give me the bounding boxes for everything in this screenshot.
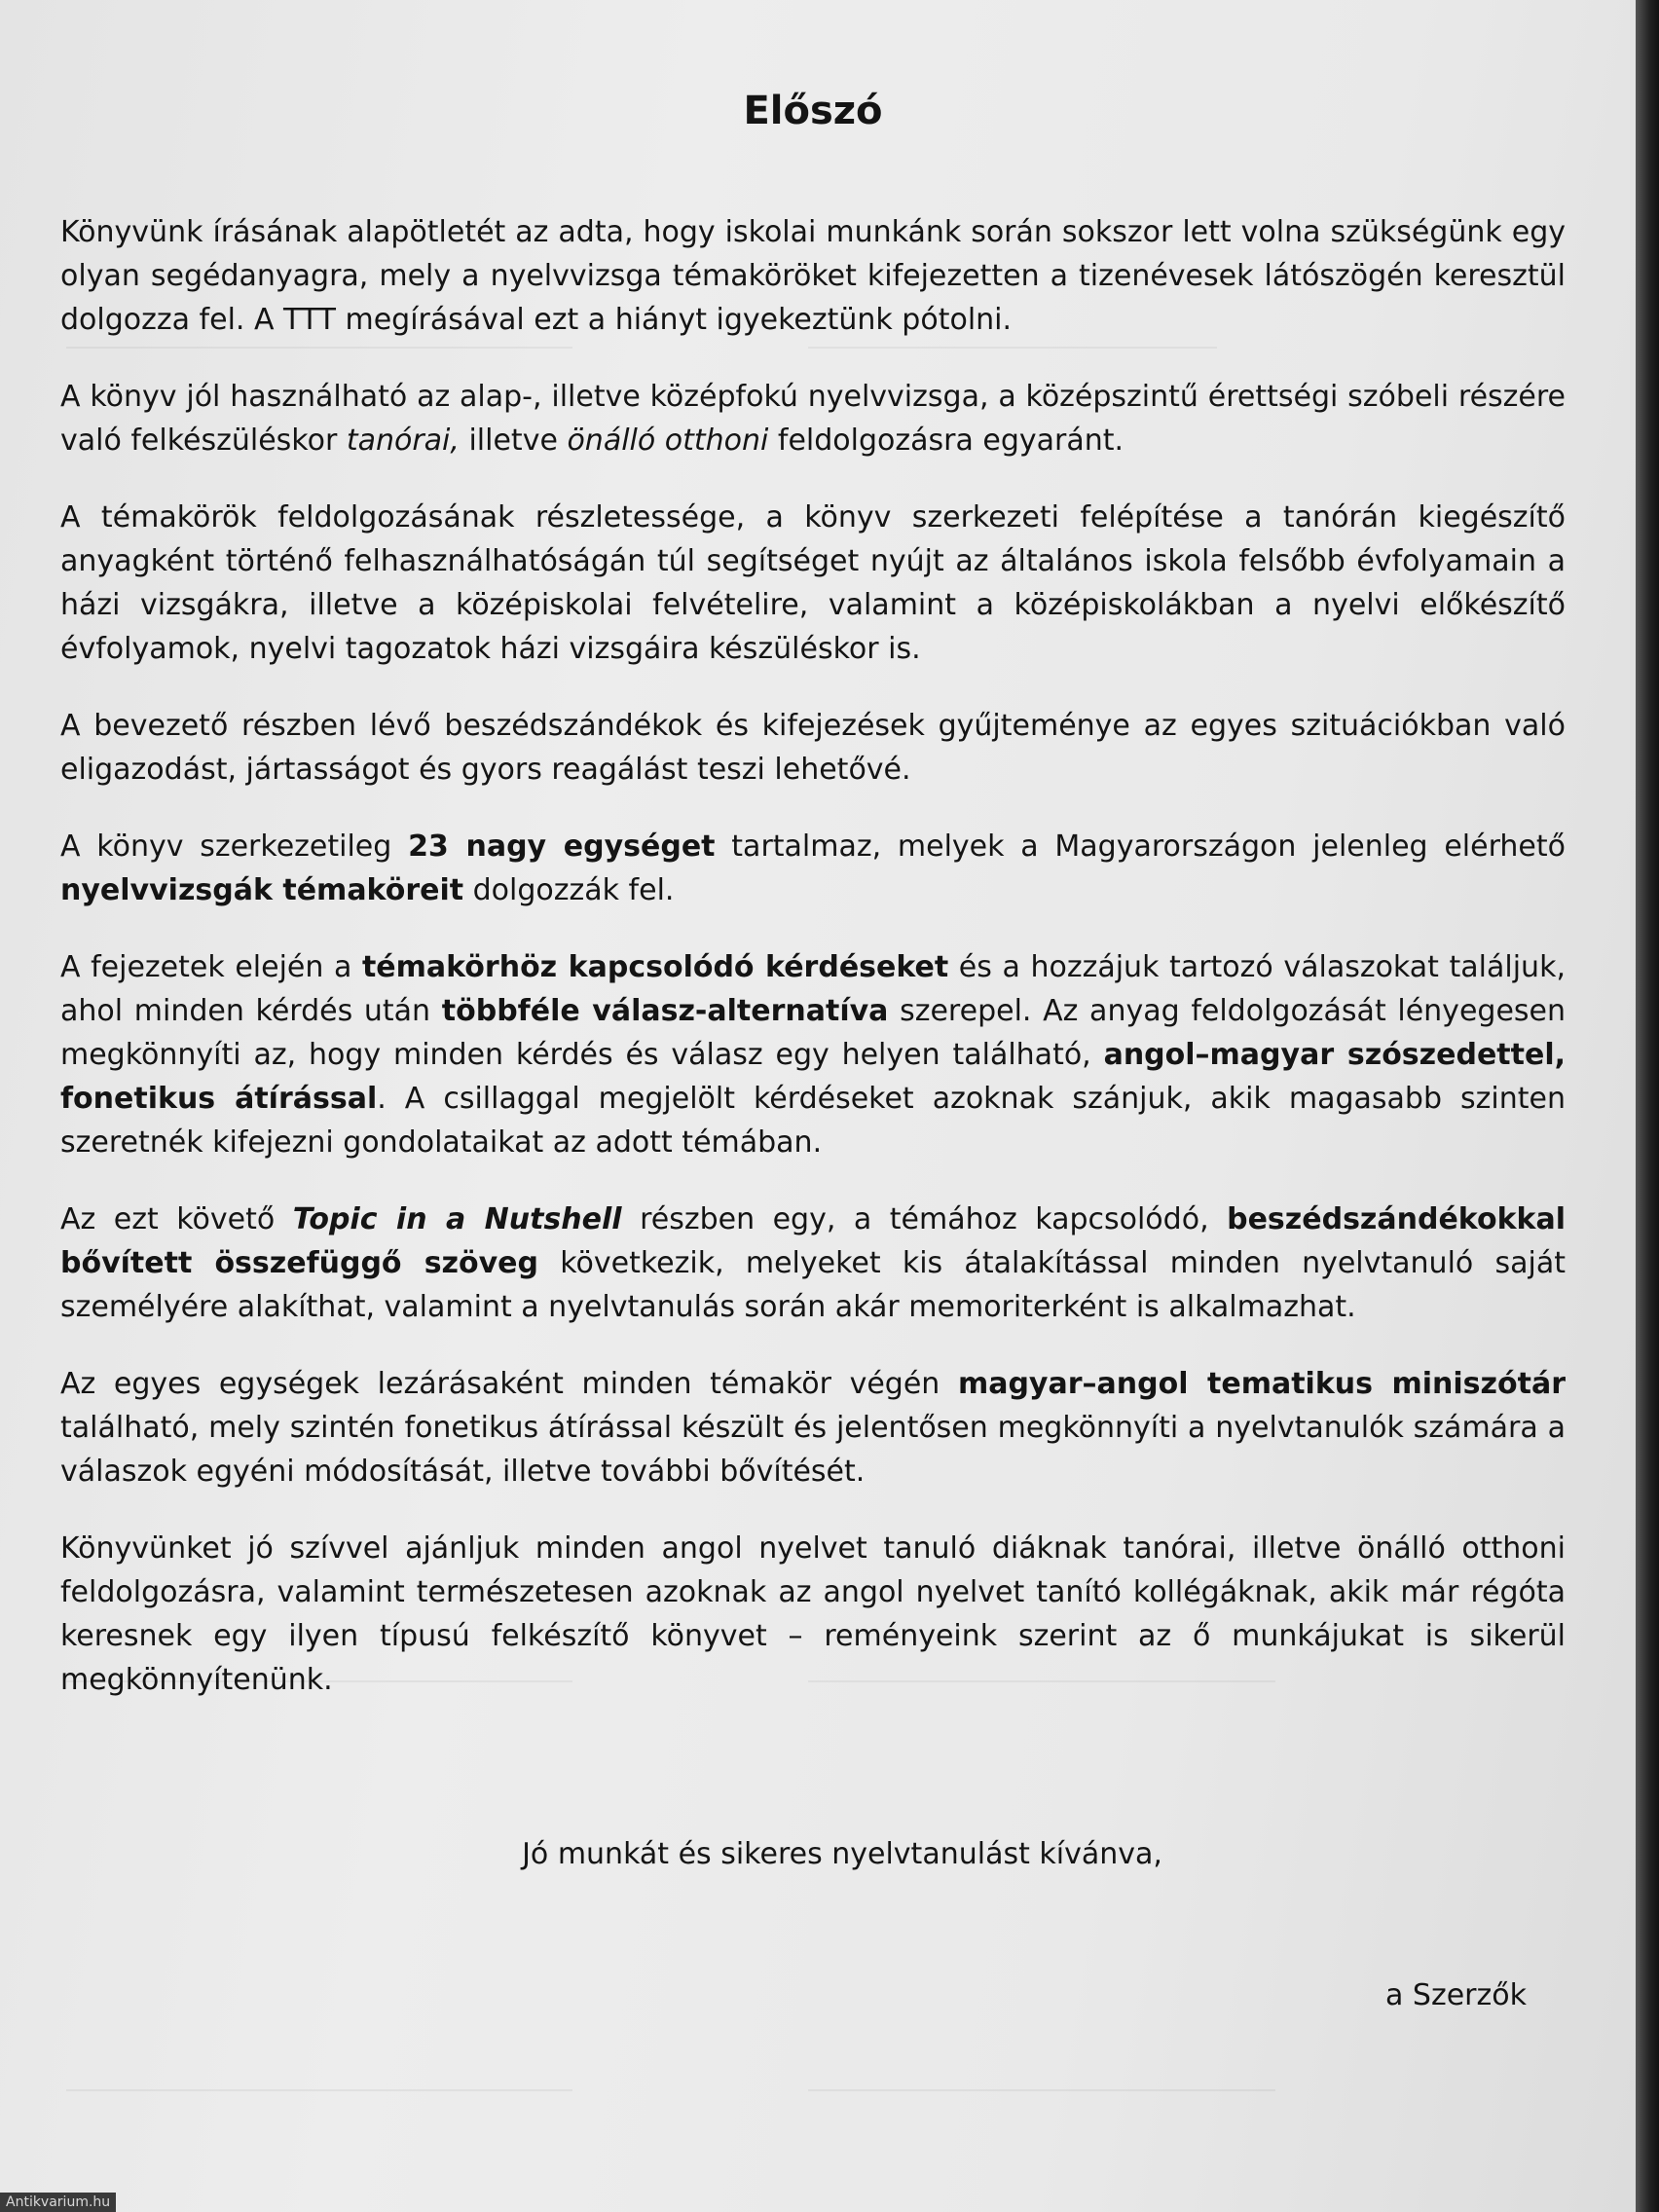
paragraph-1 xyxy=(60,210,1566,342)
paragraph-text: Könyvünket jó szívvel ajánljuk minden angol nyelvet tanuló diáknak tanórai, illetve önálló otthoni feldolgozásra, valamint természetesen azoknak az angol nyelvet tanító kollégáknak, akik már régóta keresnek egy ilyen típusú felkészítő könyvet – reményeink szerint az ő munkájukat is sikerül megkönnyítenünk. xyxy=(60,1531,1566,1697)
paragraph-text: és a hozzájuk tartozó válaszokat találjuk, ahol minden kérdés után xyxy=(60,950,1566,1028)
paragraph-text: található, mely szintén fonetikus átírással készült és jelentősen megkönnyíti a nyelvtanulók számára a válaszok egyéni módosítását, illetve további bővítését. xyxy=(60,1411,1566,1489)
paragraph-text: A fejezetek elején a xyxy=(60,950,362,984)
show-through-texture xyxy=(808,2064,1275,2091)
bold-text: többféle válasz-alternatíva xyxy=(441,994,889,1028)
page-edge-shadow xyxy=(1636,0,1659,2212)
page-title: Előszó xyxy=(743,89,883,133)
italic-text: tanórai, xyxy=(346,424,460,458)
bold-text: magyar–angol tematikus miniszótár xyxy=(957,1367,1566,1401)
paragraph-9 xyxy=(60,1527,1566,1702)
watermark: Antikvarium.hu xyxy=(0,2193,116,2212)
paragraph-text: A könyv jól használható az alap-, illetve középfokú nyelvvizsga, a középszintű érettségi szóbeli részére való felkészüléskor xyxy=(60,380,1566,458)
signature: a Szerzők xyxy=(1385,1978,1527,2012)
paragraph-4 xyxy=(60,704,1566,792)
paragraph-text: feldolgozásra egyaránt. xyxy=(768,424,1124,458)
paragraph-text: illetve xyxy=(459,424,568,458)
bold-text: 23 nagy egységet xyxy=(408,830,716,864)
paragraph-2 xyxy=(60,375,1566,462)
preface-content xyxy=(60,88,1566,2017)
paragraph-6 xyxy=(60,945,1566,1164)
paragraph-text: Könyvünk írásának alapötletét az adta, hogy iskolai munkánk során sokszor lett volna szükségünk egy olyan segédanyagra, mely a nyelvvizsga témaköröket kifejezetten a tizenévesek látószögén keresztül dolgozza fel. A TTT megírásával ezt a hiányt igyekeztünk pótolni. xyxy=(60,215,1566,337)
paragraph-text: A bevezető részben lévő beszédszándékok és kifejezések gyűjteménye az egyes szituációkban való eligazodást, jártasságot és gyors reagálást teszi lehetővé. xyxy=(60,709,1566,787)
paragraph-text: A témakörök feldolgozásának részletessége, a könyv szerkezeti felépítése a tanórán kiegészítő anyagként történő felhasználhatóságán túl segítséget nyújt az általános iskola felsőbb évfolyamain a házi vizsgákra, illetve a középiskolai felvételire, valamint a középiskolákban a nyelvi előkészítő évfolyamok, nyelvi tagozatok házi vizsgáira készüléskor is. xyxy=(60,500,1566,666)
bold-text: nyelvvizsgák témaköreit xyxy=(60,873,464,907)
show-through-texture xyxy=(66,2064,572,2091)
paragraph-text: dolgozzák fel. xyxy=(463,873,675,907)
paragraph-text: A könyv szerkezetileg xyxy=(60,830,409,864)
bold-text: angol–magyar szószedettel, fonetikus átírással xyxy=(60,1038,1567,1116)
paragraph-text: Az ezt követő xyxy=(60,1202,293,1236)
bold-text: témakörhöz kapcsolódó kérdéseket xyxy=(361,950,949,984)
paragraph-text: Az egyes egységek lezárásaként minden témakör végén xyxy=(60,1367,958,1401)
paragraph-8 xyxy=(60,1362,1566,1493)
paragraph-5 xyxy=(60,825,1566,912)
bold-italic-text: Topic in a Nutshell xyxy=(292,1202,622,1236)
paragraph-text: részben egy, a témához kapcsolódó, xyxy=(621,1202,1228,1236)
paragraph-text: . A csillaggal megjelölt kérdéseket azoknak szánjuk, akik magasabb szinten szeretnék kifejezni gondolataikat az adott témában. xyxy=(60,1082,1566,1160)
paragraph-text: következik, melyeket kis átalakítással minden nyelvtanuló saját személyére alakíthat, valamint a nyelvtanulás során akár memoriterként is alkalmazhat. xyxy=(60,1246,1566,1324)
closing-line: Jó munkát és sikeres nyelvtanulást kívánva, xyxy=(522,1837,1162,1871)
bold-text: beszédszándékokkal bővített összefüggő szöveg xyxy=(60,1202,1566,1280)
italic-text: önálló otthoni xyxy=(567,424,769,458)
paragraph-3 xyxy=(60,496,1566,671)
paragraph-7 xyxy=(60,1198,1566,1329)
paragraph-text: tartalmaz, melyek a Magyarországon jelenleg elérhető xyxy=(715,830,1566,864)
paragraph-text: szerepel. Az anyag feldolgozását lényegesen megkönnyíti az, hogy minden kérdés és válasz egy helyen található, xyxy=(60,994,1566,1072)
